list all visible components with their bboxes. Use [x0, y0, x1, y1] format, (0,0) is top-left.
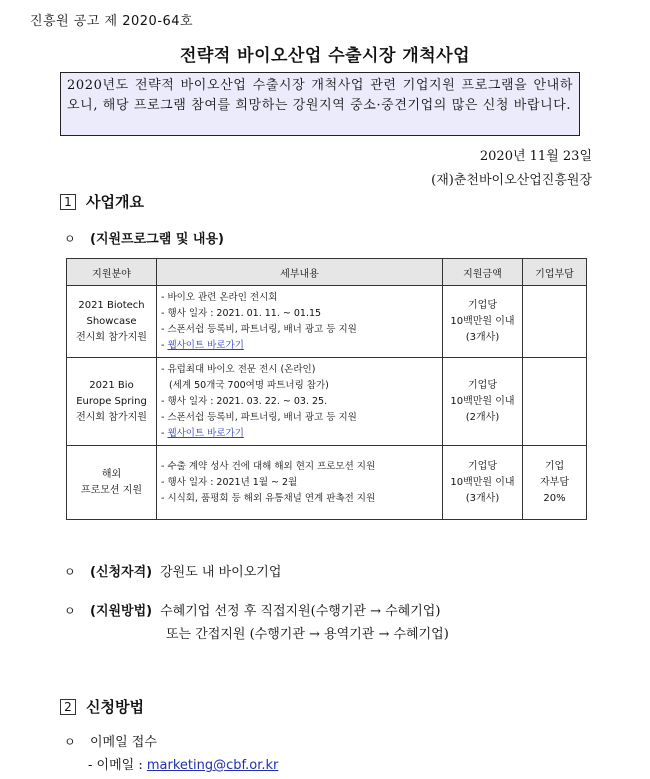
burden-line: 자부담 — [540, 476, 569, 488]
amount-line: (2개사) — [465, 411, 500, 423]
detail-line: - 바이오 관련 온라인 전시회 — [161, 291, 278, 303]
amount-line: 기업당 — [468, 379, 497, 391]
burden-cell — [523, 358, 587, 446]
field-line: Europe Spring — [76, 395, 147, 407]
detail-line: - 스폰서쉽 등록비, 파트너링, 배너 광고 등 지원 — [161, 411, 357, 423]
email-link[interactable]: marketing@cbf.or.kr — [146, 758, 279, 773]
notice-date: 2020년 11월 23일 — [479, 149, 592, 164]
detail-line: - 행사 일자 : 2021. 01. 11. ~ 01.15 — [161, 307, 322, 319]
eligibility-line — [64, 561, 281, 580]
burden-cell — [523, 286, 587, 358]
detail-line: - 수출 계약 성사 건에 대해 해외 현지 프로모션 지원 — [161, 460, 376, 472]
field-cell — [67, 446, 157, 520]
column-header: 지원분야 — [67, 259, 157, 286]
section-title: 사업개요 — [86, 193, 144, 211]
website-link-line — [161, 338, 438, 354]
email-label: - 이메일 : — [88, 758, 143, 773]
notice-number: 진흥원 공고 제 2020-64호 — [30, 14, 194, 29]
detail-line: - 행사 일자 : 2021년 1월 ~ 2월 — [161, 476, 298, 488]
details-cell — [157, 358, 443, 446]
section-heading-apply — [60, 696, 144, 717]
details-cell — [157, 286, 443, 358]
burden-line: 20% — [543, 492, 566, 504]
organization-name: (재)춘천바이오산업진흥원장 — [431, 173, 592, 188]
method-line — [64, 600, 440, 619]
method-label: (지원방법) — [90, 604, 153, 619]
column-header: 기업부담 — [523, 259, 587, 286]
bullet-symbol: ㅇ — [64, 604, 76, 618]
eligibility-text: 강원도 내 바이오기업 — [160, 565, 282, 580]
link-prefix: - — [161, 339, 168, 351]
detail-line: - 유럽최대 바이오 전문 전시 (온라인) — [161, 363, 316, 375]
field-line: Showcase — [86, 315, 137, 327]
method-text-continued: 또는 간접지원 (수행기관 → 용역기관 → 수혜기업) — [166, 627, 449, 642]
amount-line: 10백만원 이내 — [450, 476, 515, 488]
apply-item-text: 이메일 접수 — [90, 735, 157, 750]
bullet-symbol: ㅇ — [64, 565, 76, 579]
field-line: 프로모션 지원 — [80, 484, 143, 496]
program-heading-text: (지원프로그램 및 내용) — [90, 232, 224, 247]
amount-cell — [443, 286, 523, 358]
amount-line: (3개사) — [465, 331, 500, 343]
field-line: 2021 Biotech — [78, 299, 145, 311]
website-link[interactable]: 웹사이트 바로가기 — [167, 427, 244, 439]
table-row — [67, 446, 587, 520]
table-row — [67, 358, 587, 446]
section-number-box: 1 — [60, 194, 76, 210]
amount-cell — [443, 446, 523, 520]
eligibility-label: (신청자격) — [90, 565, 153, 580]
detail-line: (세계 50개국 700여명 파트너링 참가) — [169, 379, 329, 391]
field-cell — [67, 358, 157, 446]
amount-line: 기업당 — [468, 460, 497, 472]
support-table — [66, 258, 587, 520]
details-cell — [157, 446, 443, 520]
link-prefix: - — [161, 427, 168, 439]
amount-line: 10백만원 이내 — [450, 315, 515, 327]
detail-line: - 행사 일자 : 2021. 03. 22. ~ 03. 25. — [161, 395, 328, 407]
field-line: 2021 Bio — [89, 379, 134, 391]
email-line — [88, 754, 278, 773]
bullet-symbol: ㅇ — [64, 735, 76, 749]
detail-line: - 시식회, 품평회 등 해외 유통채널 연계 판촉전 지원 — [161, 492, 376, 504]
field-line: 전시회 참가지원 — [76, 411, 147, 423]
amount-line: 10백만원 이내 — [450, 395, 515, 407]
method-text: 수혜기업 선정 후 직접지원(수행기관 → 수혜기업) — [160, 604, 441, 619]
section-number-box: 2 — [60, 699, 76, 715]
website-link-line — [161, 426, 438, 442]
bullet-symbol: ㅇ — [64, 232, 76, 246]
table-row — [67, 286, 587, 358]
column-header: 세부내용 — [157, 259, 443, 286]
page-title: 전략적 바이오산업 수출시장 개척사업 — [179, 46, 470, 66]
apply-item — [64, 731, 157, 750]
amount-line: (3개사) — [465, 492, 500, 504]
amount-line: 기업당 — [468, 299, 497, 311]
column-header: 지원금액 — [443, 259, 523, 286]
section-heading-overview — [60, 191, 144, 212]
detail-line: - 스폰서쉽 등록비, 파트너링, 배너 광고 등 지원 — [161, 323, 357, 335]
burden-cell — [523, 446, 587, 520]
website-link[interactable]: 웹사이트 바로가기 — [167, 339, 244, 351]
field-line: 전시회 참가지원 — [76, 331, 147, 343]
field-cell — [67, 286, 157, 358]
intro-box: 2020년도 전략적 바이오산업 수출시장 개척사업 관련 기업지원 프로그램을 안내하오니, 해당 프로그램 참여를 희망하는 강원지역 중소·중견기업의 많은 신청 바랍니다. — [60, 72, 580, 136]
field-line: 해외 — [101, 468, 122, 480]
section-title: 신청방법 — [86, 698, 144, 716]
table-header-row — [67, 259, 587, 286]
burden-line: 기업 — [544, 460, 565, 472]
amount-cell — [443, 358, 523, 446]
program-heading — [64, 228, 224, 247]
